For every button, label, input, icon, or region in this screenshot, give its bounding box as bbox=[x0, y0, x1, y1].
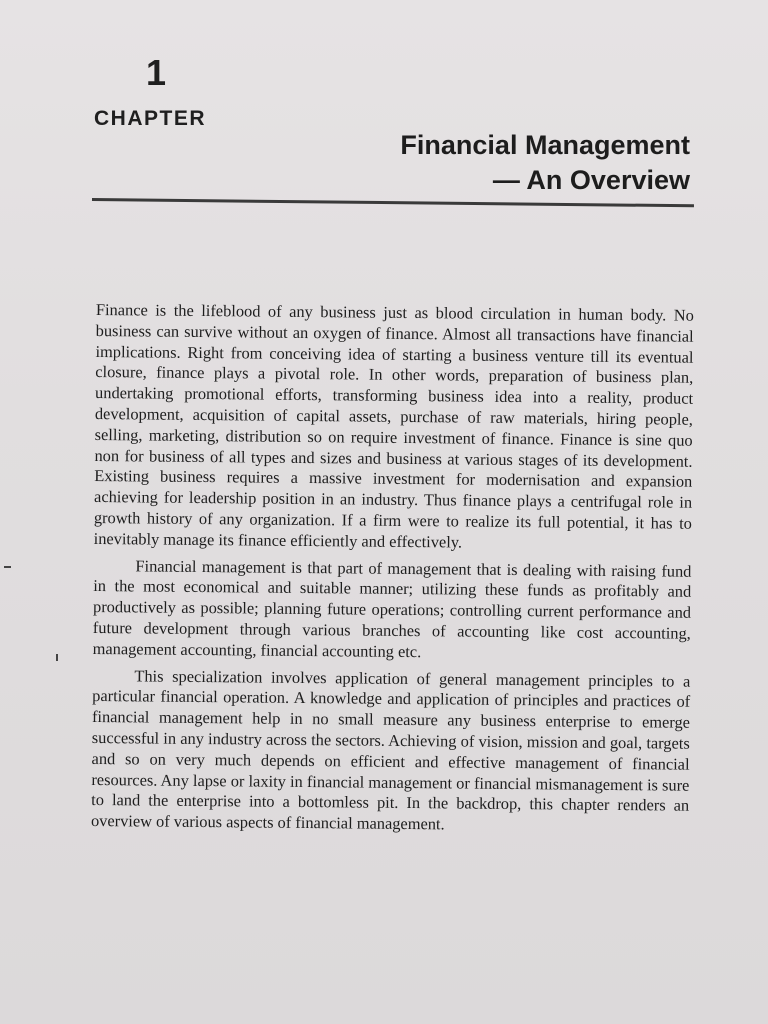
chapter-body bbox=[91, 300, 694, 844]
paragraph-3: This specialization involves application of general management principles to a particular financial operation. A knowledge and application of principles and practices of financial management help in no small measure any business enterprise to emerge successful in any industry across the sectors. Achieving of vision, mission and goal, targets and so on very much depends on efficient and effective management of financial resources. Any lapse or laxity in financial management or financial mismanagement is sure to land the enterprise into a bottomless pit. In the backdrop, this chapter renders an overview of various aspects of financial management. bbox=[90, 665, 691, 834]
paragraph-1: Finance is the lifeblood of any business just as blood circulation in human body. No business can survive without an oxygen of finance. Almost all transactions have financial implications. Right from conceiving idea of starting a business venture till its eventual closure, finance plays a pivotal role. In other words, preparation of business plan, undertaking promotional efforts, transforming business idea into a reality, product development, acquisition of capital assets, purchase of raw materials, hiring people, selling, marketing, distribution so on require investment of finance. Finance is sine quo non for business of all types and sizes and business at various stages of its development. Existing business requires a massive investment for modernisation and expansion achieving for leadership position in an industry. Thus finance plays a centrifugal role in growth history of any organization. If a firm were to realize its full potential, it has to inevitably manage its finance efficiently and effectively. bbox=[93, 300, 694, 552]
chapter-number: 1 bbox=[146, 52, 167, 93]
margin-mark bbox=[4, 566, 11, 568]
chapter-title-line-1: Financial Management bbox=[400, 130, 690, 160]
paragraph-2: Financial management is that part of management that is dealing with raising fund in the most economical and suitable manner; utilizing these funds as profitably and productively as possible; planning future operations; controlling current performance and future development through various branches of accounting like cost accounting, management accounting, financial accounting etc. bbox=[92, 555, 692, 661]
title-divider bbox=[92, 198, 694, 207]
chapter-label: CHAPTER bbox=[94, 107, 207, 130]
margin-mark bbox=[56, 654, 58, 661]
chapter-title-line-2: — An Overview bbox=[492, 165, 690, 195]
